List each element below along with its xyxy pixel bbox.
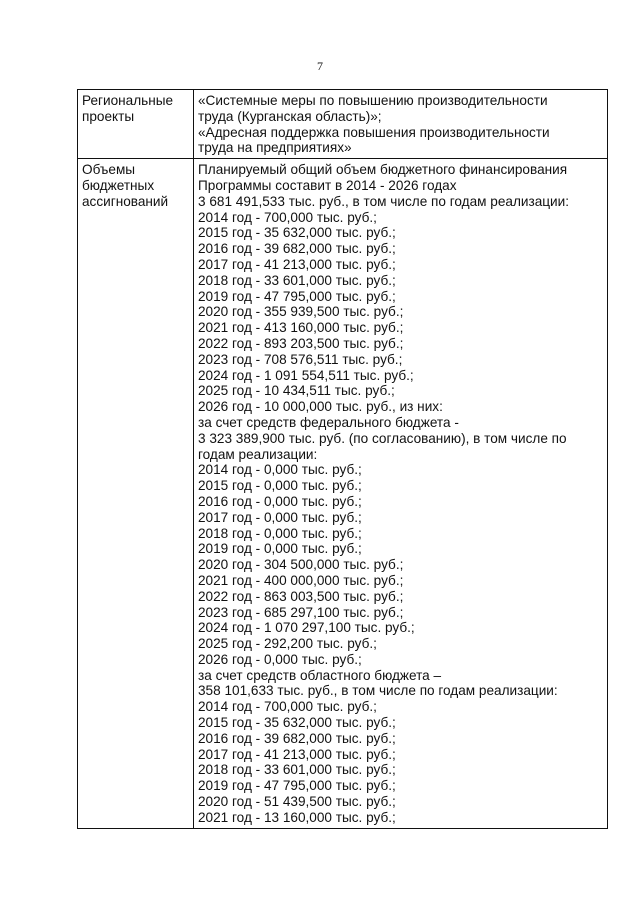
- text-line: 2015 год - 35 632,000 тыс. руб.;: [198, 225, 396, 241]
- text-line: за счет средств областного бюджета –: [198, 667, 442, 683]
- text-line: 2019 год - 47 795,000 тыс. руб.;: [198, 778, 396, 794]
- row-value-cell: [194, 90, 608, 159]
- text-line: годам реализации:: [198, 446, 318, 462]
- text-line: 2018 год - 33 601,000 тыс. руб.;: [198, 272, 396, 288]
- text-line: Программы составит в 2014 - 2026 годах: [198, 177, 457, 193]
- text-line: 3 681 491,533 тыс. руб., в том числе по годам реализации:: [198, 193, 570, 209]
- text-line: ассигнований: [82, 193, 169, 209]
- text-line: «Адресная поддержка повышения производительности: [198, 124, 550, 140]
- text-line: 2014 год - 0,000 тыс. руб.;: [198, 462, 362, 478]
- text-line: бюджетных: [82, 177, 155, 193]
- text-line: «Системные меры по повышению производительности: [198, 93, 548, 108]
- text-line: 2022 год - 893 203,500 тыс. руб.;: [198, 335, 404, 351]
- text-line: 2023 год - 708 576,511 тыс. руб.;: [198, 351, 403, 367]
- text-line: Объемы: [82, 162, 136, 178]
- text-line: Региональные: [82, 93, 174, 108]
- text-line: 2023 год - 685 297,100 тыс. руб.;: [198, 604, 404, 620]
- text-line: 2016 год - 39 682,000 тыс. руб.;: [198, 241, 396, 257]
- text-line: 2026 год - 0,000 тыс. руб.;: [198, 651, 362, 667]
- text-line: 2026 год - 10 000,000 тыс. руб., из них:: [198, 399, 443, 415]
- text-line: 2019 год - 0,000 тыс. руб.;: [198, 541, 362, 557]
- text-line: проекты: [82, 108, 135, 124]
- text-line: 2019 год - 47 795,000 тыс. руб.;: [198, 288, 396, 304]
- text-line: труда (Курганская область)»;: [198, 108, 382, 124]
- passport-table: [77, 89, 608, 829]
- text-line: 2017 год - 0,000 тыс. руб.;: [198, 509, 362, 525]
- text-line: 2021 год - 400 000,000 тыс. руб.;: [198, 572, 404, 588]
- text-line: Планируемый общий объем бюджетного финансирования: [198, 162, 568, 178]
- table-row-budget-allocations: [78, 159, 608, 828]
- text-line: 2014 год - 700,000 тыс. руб.;: [198, 699, 377, 715]
- text-line: 358 101,633 тыс. руб., в том числе по годам реализации:: [198, 683, 558, 699]
- text-line: 2018 год - 0,000 тыс. руб.;: [198, 525, 362, 541]
- row-label-cell: [78, 90, 194, 159]
- page-number: 7: [317, 59, 323, 73]
- row-value-cell: [194, 159, 608, 828]
- text-line: труда на предприятиях»: [198, 140, 352, 156]
- text-line: 2016 год - 39 682,000 тыс. руб.;: [198, 730, 396, 746]
- row-label-cell: [78, 159, 194, 828]
- text-line: 2017 год - 41 213,000 тыс. руб.;: [198, 746, 396, 762]
- text-line: 2014 год - 700,000 тыс. руб.;: [198, 209, 377, 225]
- text-line: 2024 год - 1 070 297,100 тыс. руб.;: [198, 620, 415, 636]
- text-line: 2025 год - 292,200 тыс. руб.;: [198, 636, 377, 652]
- text-line: 2020 год - 51 439,500 тыс. руб.;: [198, 794, 396, 810]
- text-line: 2015 год - 0,000 тыс. руб.;: [198, 478, 362, 494]
- text-line: 2020 год - 355 939,500 тыс. руб.;: [198, 304, 404, 320]
- text-line: 2015 год - 35 632,000 тыс. руб.;: [198, 715, 396, 731]
- text-line: 3 323 389,900 тыс. руб. (по согласованию), в том числе по: [198, 430, 567, 446]
- text-line: 2021 год - 13 160,000 тыс. руб.;: [198, 809, 396, 825]
- text-line: 2022 год - 863 003,500 тыс. руб.;: [198, 588, 404, 604]
- table-row-regional-projects: [78, 90, 608, 159]
- text-line: 2017 год - 41 213,000 тыс. руб.;: [198, 256, 396, 272]
- text-line: за счет средств федерального бюджета -: [198, 414, 459, 430]
- text-line: 2021 год - 413 160,000 тыс. руб.;: [198, 320, 404, 336]
- text-line: 2024 год - 1 091 554,511 тыс. руб.;: [198, 367, 414, 383]
- text-line: 2025 год - 10 434,511 тыс. руб.;: [198, 383, 395, 399]
- text-line: 2016 год - 0,000 тыс. руб.;: [198, 493, 362, 509]
- text-line: 2020 год - 304 500,000 тыс. руб.;: [198, 557, 404, 573]
- text-line: 2018 год - 33 601,000 тыс. руб.;: [198, 762, 396, 778]
